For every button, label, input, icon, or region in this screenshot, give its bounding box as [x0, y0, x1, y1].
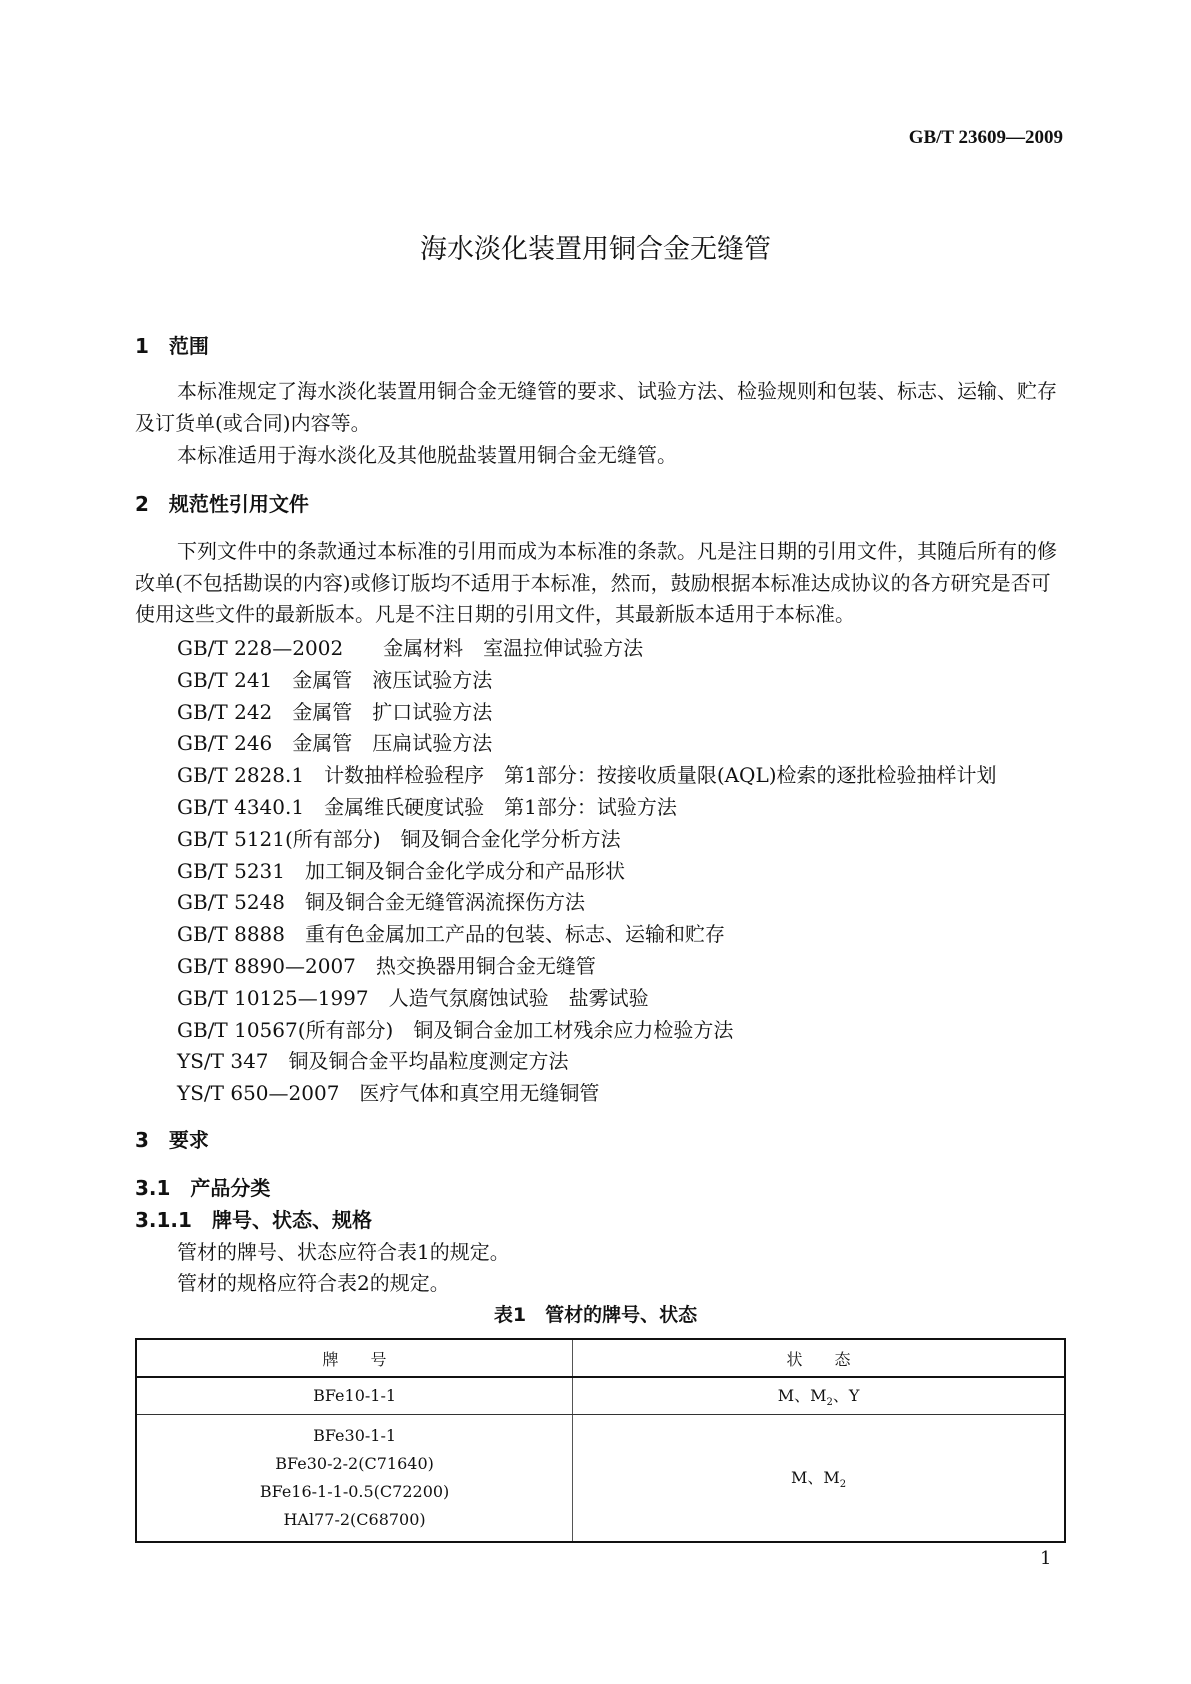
state: M、M [790, 1468, 840, 1488]
reference-item: GB/T 2828.1 计数抽样检验程序 第1部分：按接收质量限(AQL)检索的逐批检验抽样计划 [177, 763, 997, 788]
reference-item: YS/T 347 铜及铜合金平均晶粒度测定方法 [177, 1049, 569, 1074]
table-cell-grade [136, 1415, 573, 1543]
section-1-paragraph: 本标准规定了海水淡化装置用铜合金无缝管的要求、试验方法、检验规则和包装、标志、运输、贮存及订货单(或合同)内容等。 [135, 379, 1057, 435]
reference-item: GB/T 8888 重有色金属加工产品的包装、标志、运输和贮存 [177, 922, 726, 947]
grade: BFe30-2-2(C71640) [275, 1454, 434, 1473]
table-cell-grade [136, 1377, 573, 1415]
document-title: 海水淡化装置用铜合金无缝管 [420, 234, 771, 265]
table-header-grade: 牌 号 [136, 1339, 573, 1377]
reference-item: GB/T 5121(所有部分) 铜及铜合金化学分析方法 [177, 826, 621, 851]
reference-item: GB/T 5248 铜及铜合金无缝管涡流探伤方法 [177, 890, 586, 915]
grade: BFe30-1-1 [313, 1426, 397, 1445]
section-3-1-1-heading: 3.1.1 牌号、状态、规格 [135, 1208, 372, 1232]
state-subscript: 2 [826, 1397, 833, 1409]
section-3-heading: 3 要求 [135, 1128, 209, 1152]
state-subscript: 2 [839, 1479, 847, 1491]
reference-item: GB/T 8890—2007 热交换器用铜合金无缝管 [177, 954, 596, 978]
page-number: 1 [1040, 1548, 1052, 1569]
text-line: 管材的牌号、状态应符合表1的规定。 [177, 1240, 510, 1264]
table-cell-state [573, 1415, 1065, 1543]
standard-code: GB/T 23609—2009 [908, 127, 1063, 148]
grade: HAl77-2(C68700) [283, 1510, 426, 1529]
reference-item: GB/T 10567(所有部分) 铜及铜合金加工材残余应力检验方法 [177, 1017, 734, 1042]
grade: BFe16-1-1-0.5(C72200) [259, 1482, 450, 1501]
reference-item: GB/T 228—2002 金属材料 室温拉伸试验方法 [177, 636, 644, 660]
text-line: 管材的规格应符合表2的规定。 [177, 1271, 450, 1295]
reference-item: GB/T 246 金属管 压扁试验方法 [177, 731, 493, 756]
table-caption: 表1 管材的牌号、状态 [493, 1304, 698, 1326]
section-1-paragraph: 本标准适用于海水淡化及其他脱盐装置用铜合金无缝管。 [177, 443, 677, 467]
section-2-paragraph: 下列文件中的条款通过本标准的引用而成为本标准的条款。凡是注日期的引用文件，其随后所有的修改单(不包括勘误的内容)或修订版均不适用于本标准，然而，鼓励根据本标准达成协议的各方研究是否可使用这些文件的最新版本。凡是不注日期的引用文件，其最新版本适用于本标准。 [135, 539, 1057, 626]
reference-item: GB/T 10125—1997 人造气氛腐蚀试验 盐雾试验 [177, 985, 649, 1010]
grade-state-table [135, 1338, 1066, 1543]
state-tail: 、Y [832, 1386, 860, 1406]
reference-item: GB/T 242 金属管 扩口试验方法 [177, 699, 493, 724]
section-2-heading: 2 规范性引用文件 [135, 492, 309, 516]
reference-item: YS/T 650—2007 医疗气体和真空用无缝铜管 [177, 1081, 600, 1106]
reference-item: GB/T 241 金属管 液压试验方法 [177, 667, 493, 692]
table-header-state: 状 态 [573, 1339, 1065, 1377]
reference-item: GB/T 5231 加工铜及铜合金化学成分和产品形状 [177, 858, 626, 883]
section-3-1-heading: 3.1 产品分类 [135, 1176, 271, 1200]
section-1-heading: 1 范围 [135, 334, 209, 358]
reference-item: GB/T 4340.1 金属维氏硬度试验 第1部分：试验方法 [177, 795, 677, 819]
table-cell-state [573, 1377, 1065, 1415]
grade: BFe10-1-1 [313, 1386, 397, 1405]
state: M、M [777, 1386, 827, 1406]
